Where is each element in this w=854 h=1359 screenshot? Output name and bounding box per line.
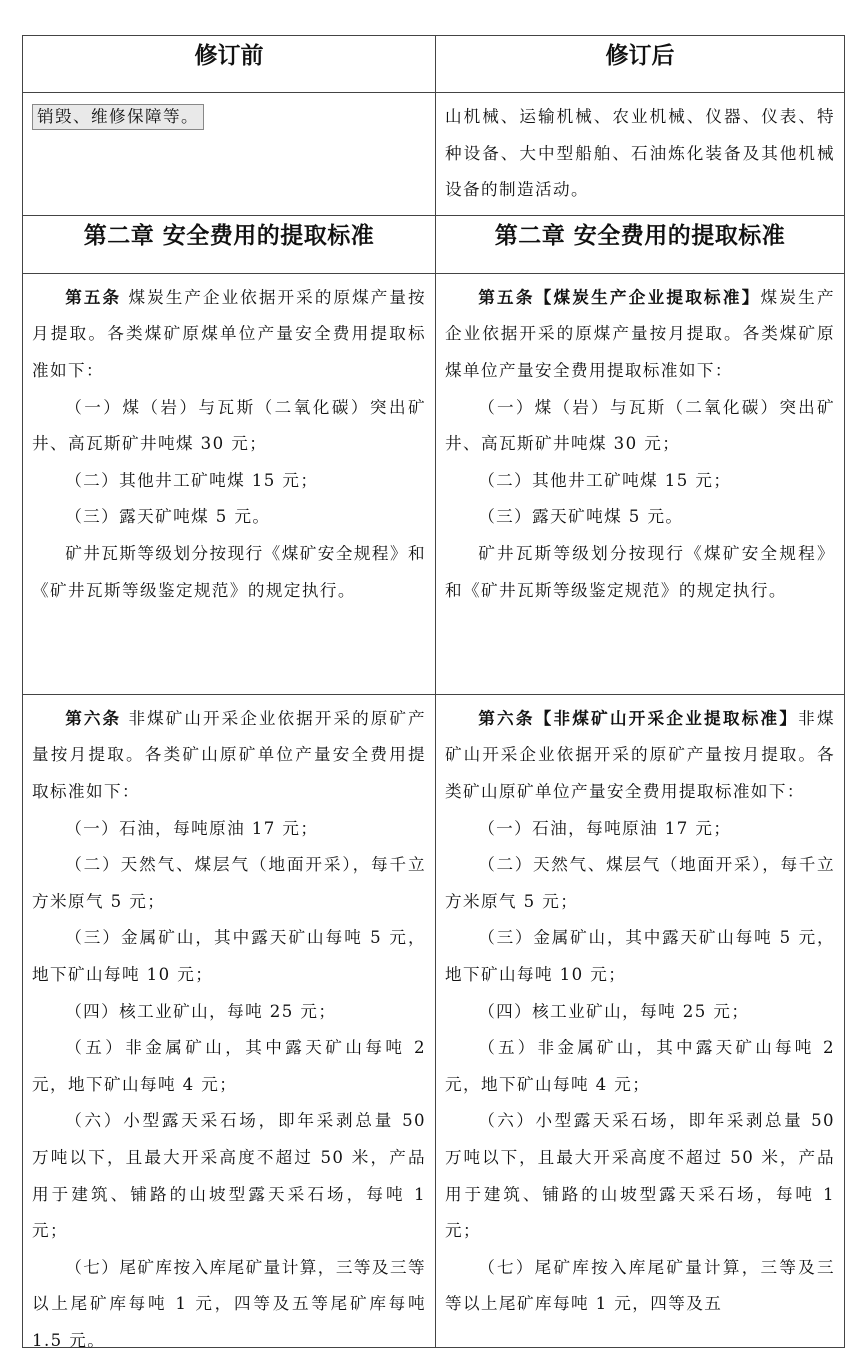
article-item: （一）煤（岩）与瓦斯（二氧化碳）突出矿井、高瓦斯矿井吨煤 30 元； [32, 397, 426, 454]
intro-after-cell [436, 93, 845, 216]
header-before: 修订前 [23, 36, 436, 93]
article-item: （二）天然气、煤层气（地面开采），每千立方米原气 5 元； [445, 855, 835, 911]
article-item: （一）石油，每吨原油 17 元； [478, 818, 732, 838]
article-item: （四）核工业矿山，每吨 25 元； [478, 1001, 750, 1021]
article-item: （七）尾矿库按入库尾矿量计算，三等及三等以上尾矿库每吨 1 元，四等及五等尾矿库每吨 1.5 元。 [32, 1257, 426, 1350]
article-item: （六）小型露天采石场，即年采剥总量 50 万吨以下，且最大开采高度不超过 50 米，产品用于建筑、铺路的山坡型露天采石场，每吨 1 元； [32, 1111, 426, 1241]
header-after: 修订后 [436, 36, 845, 93]
article-note: 矿井瓦斯等级划分按现行《煤矿安全规程》和《矿井瓦斯等级鉴定规范》的规定执行。 [445, 543, 835, 600]
chapter-row [23, 215, 845, 273]
article-item: （三）露天矿吨煤 5 元。 [478, 507, 684, 527]
article-6-row [23, 694, 845, 1347]
article-5-row [23, 273, 845, 694]
article-item: （五）非金属矿山，其中露天矿山每吨 2 元，地下矿山每吨 4 元； [32, 1038, 426, 1094]
article-5-before-lead: 第五条 煤炭生产企业依据开采的原煤产量按月提取。各类煤矿原煤单位产量安全费用提取标准如下： [32, 287, 426, 380]
article-head: 第六条 [65, 708, 122, 728]
article-item: （七）尾矿库按入库尾矿量计算，三等及三等以上尾矿库每吨 1 元，四等及五 [445, 1257, 835, 1314]
article-item: （二）天然气、煤层气（地面开采），每千立方米原气 5 元； [32, 855, 426, 911]
article-6-after [436, 694, 845, 1347]
article-item: （三）金属矿山，其中露天矿山每吨 5 元，地下矿山每吨 10 元； [32, 928, 426, 984]
article-5-after [436, 273, 845, 694]
article-6-before [23, 694, 436, 1350]
article-note: 矿井瓦斯等级划分按现行《煤矿安全规程》和《矿井瓦斯等级鉴定规范》的规定执行。 [32, 543, 426, 600]
article-item: （三）金属矿山，其中露天矿山每吨 5 元，地下矿山每吨 10 元； [445, 928, 835, 984]
article-6-after-lead: 第六条【非煤矿山开采企业提取标准】非煤矿山开采企业依据开采的原矿产量按月提取。各类矿山原矿单位产量安全费用提取标准如下： [445, 708, 835, 801]
article-5-after-lead: 第五条【煤炭生产企业提取标准】煤炭生产企业依据开采的原煤产量按月提取。各类煤矿原煤单位产量安全费用提取标准如下： [445, 287, 835, 380]
article-item: （五）非金属矿山，其中露天矿山每吨 2 元，地下矿山每吨 4 元； [445, 1038, 835, 1094]
header-row [23, 36, 845, 93]
article-head: 第五条【煤炭生产企业提取标准】 [478, 287, 761, 307]
article-item: （一）煤（岩）与瓦斯（二氧化碳）突出矿井、高瓦斯矿井吨煤 30 元； [445, 397, 835, 454]
article-item: （二）其他井工矿吨煤 15 元； [478, 470, 732, 490]
intro-after-text: 山机械、运输机械、农业机械、仪器、仪表、特种设备、大中型船舶、石油炼化装备及其他机械设备的制造活动。 [445, 107, 835, 200]
article-head: 第五条 [65, 287, 122, 307]
article-item: （四）核工业矿山，每吨 25 元； [65, 1001, 337, 1021]
comparison-table [22, 35, 845, 1348]
intro-row [23, 93, 845, 216]
chapter-title-after: 第二章 安全费用的提取标准 [436, 215, 845, 273]
article-item: （一）石油，每吨原油 17 元； [65, 818, 319, 838]
article-head: 第六条【非煤矿山开采企业提取标准】 [478, 708, 799, 728]
chapter-title-before: 第二章 安全费用的提取标准 [23, 215, 436, 273]
article-item: （六）小型露天采石场，即年采剥总量 50 万吨以下，且最大开采高度不超过 50 米，产品用于建筑、铺路的山坡型露天采石场，每吨 1 元； [445, 1111, 835, 1241]
article-5-before [23, 273, 436, 694]
article-6-before-lead: 第六条 非煤矿山开采企业依据开采的原矿产量按月提取。各类矿山原矿单位产量安全费用提取标准如下： [32, 708, 426, 801]
intro-before-cell [23, 93, 436, 216]
highlighted-text: 销毁、维修保障等。 [32, 104, 204, 130]
article-item: （三）露天矿吨煤 5 元。 [65, 507, 271, 527]
article-item: （二）其他井工矿吨煤 15 元； [65, 470, 319, 490]
